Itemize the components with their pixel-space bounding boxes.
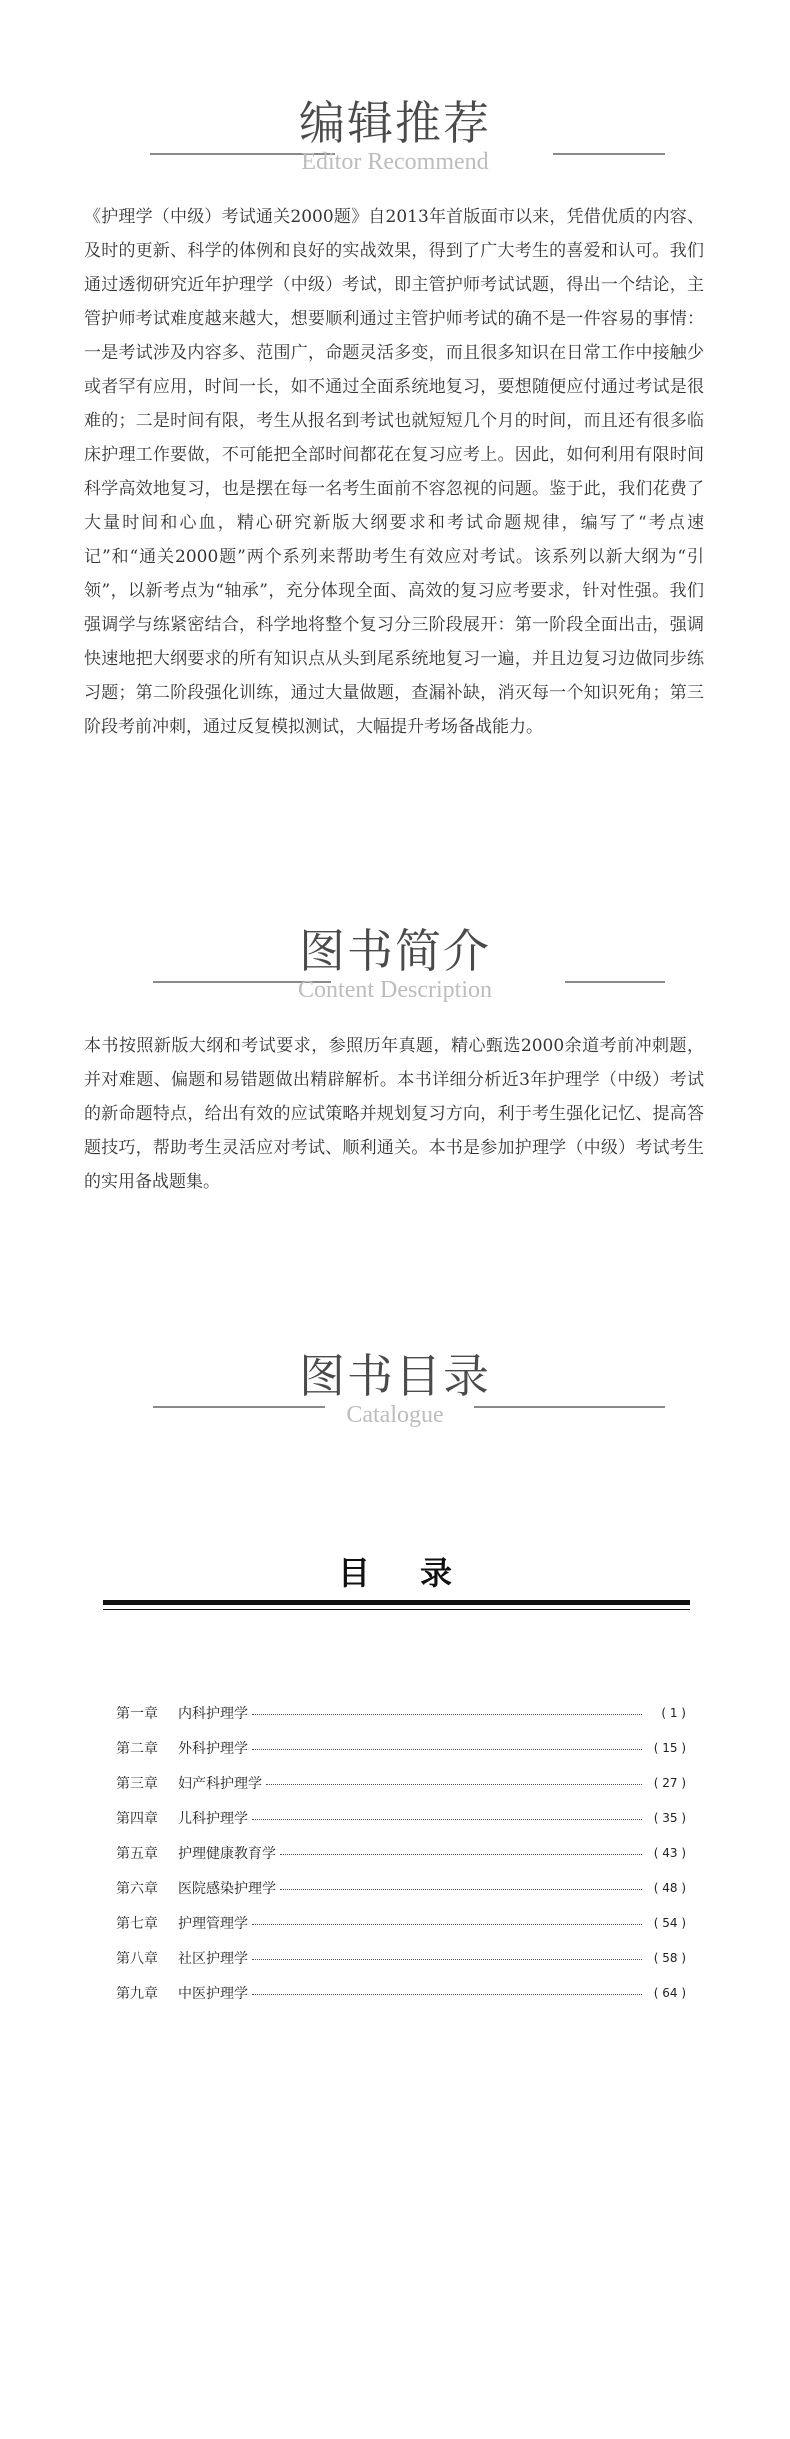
toc-chapter-name: 中医护理学 [178,1985,248,2002]
toc-row [116,1835,686,1870]
editor-recommend-header [0,95,790,185]
toc-row [116,1800,686,1835]
toc-row [116,1940,686,1975]
toc-row [116,1870,686,1905]
toc-chapter-number: 第四章 [116,1810,158,1827]
editor-recommend-paragraph: 《护理学（中级）考试通关2000题》自2013年首版面市以来，凭借优质的内容、及时的更新、科学的体例和良好的实战效果，得到了广大考生的喜爱和认可。我们通过透彻研究近年护理学（中级）考试，即主管护师考试试题，得出一个结论，主管护师考试难度越来越大，想要顺利通过主管护师考试的确不是一件容易的事情：一是考试涉及内容多、范围广，命题灵活多变，而且很多知识在日常工作中接触少或者罕有应用，时间一长，如不通过全面系统地复习，要想随便应付通过考试是很难的；二是时间有限，考生从报名到考试也就短短几个月的时间，而且还有很多临床护理工作要做，不可能把全部时间都花在复习应考上。因此，如何利用有限时间科学高效地复习，也是摆在每一名考生面前不容忽视的问题。鉴于此，我们花费了大量时间和心血，精心研究新版大纲要求和考试命题规律，编写了“考点速记”和“通关2000题”两个系列来帮助考生有效应对考试。该系列以新大纲为“引领”，以新考点为“轴承”，充分体现全面、高效的复习应考要求，针对性强。我们强调学与练紧密结合，科学地将整个复习分三阶段展开：第一阶段全面出击，强调快速地把大纲要求的所有知识点从头到尾系统地复习一遍，并且边复习边做同步练习题；第二阶段强化训练，通过大量做题，查漏补缺，消灭每一个知识死角；第三阶段考前冲刺，通过反复模拟测试，大幅提升考场备战能力。 [84,207,704,737]
header-rule-right [474,1406,665,1408]
toc-page-number: ( 15 ) [653,1740,686,1755]
toc-chapter-name: 护理管理学 [178,1915,248,1932]
toc-page-number: ( 48 ) [653,1880,686,1895]
toc-chapter-number: 第九章 [116,1985,158,2002]
toc-row [116,1905,686,1940]
editor-recommend-subtitle: Editor Recommend [301,149,489,175]
content-description-title: 图书简介 [299,924,491,978]
toc-leader-dots [252,1819,642,1820]
toc-list [116,1695,686,2010]
toc-row [116,1730,686,1765]
toc-leader-dots [266,1784,642,1785]
catalogue-header [0,1348,790,1438]
editor-recommend-text [84,200,704,744]
toc-chapter-number: 第八章 [116,1950,158,1967]
header-rule-right [553,153,665,155]
toc-row [116,1975,686,2010]
toc-page-number: ( 54 ) [653,1915,686,1930]
toc-chapter-name: 护理健康教育学 [178,1845,276,1862]
catalogue-subtitle: Catalogue [346,1402,444,1428]
toc-chapter-name: 社区护理学 [178,1950,248,1967]
toc-chapter-name: 外科护理学 [178,1740,248,1757]
toc-leader-dots [252,1749,642,1750]
content-description-text [84,1029,704,1199]
toc-chapter-name: 儿科护理学 [178,1810,248,1827]
toc-leader-dots [280,1854,642,1855]
toc-page-number: ( 58 ) [653,1950,686,1965]
toc-row [116,1765,686,1800]
toc-row [116,1695,686,1730]
toc-page-number: ( 27 ) [653,1775,686,1790]
content-description-header [0,923,790,1013]
toc-chapter-number: 第七章 [116,1915,158,1932]
toc-page-number: ( 43 ) [653,1845,686,1860]
toc-chapter-number: 第六章 [116,1880,158,1897]
toc-page-number: ( 1 ) [661,1705,686,1720]
toc-chapter-name: 医院感染护理学 [178,1880,276,1897]
toc-leader-dots [280,1889,642,1890]
toc-title: 目录 [337,1554,502,1592]
toc-chapter-number: 第三章 [116,1775,158,1792]
toc-leader-dots [252,1959,642,1960]
content-description-subtitle: Content Description [298,977,492,1003]
toc-chapter-number: 第五章 [116,1845,158,1862]
header-rule-right [565,981,665,983]
toc-chapter-number: 第二章 [116,1740,158,1757]
catalogue-title: 图书目录 [299,1349,491,1403]
toc-rule-thick [103,1600,690,1605]
toc-chapter-number: 第一章 [116,1705,158,1722]
toc-leader-dots [252,1924,642,1925]
toc-chapter-name: 妇产科护理学 [178,1775,262,1792]
toc-page-number: ( 64 ) [653,1985,686,2000]
toc-leader-dots [252,1714,642,1715]
content-description-paragraph: 本书按照新版大纲和考试要求，参照历年真题，精心甄选2000余道考前冲刺题，并对难题、偏题和易错题做出精辟解析。本书详细分析近3年护理学（中级）考试的新命题特点，给出有效的应试策略并规划复习方向，利于考生强化记忆、提高答题技巧，帮助考生灵活应对考试、顺利通关。本书是参加护理学（中级）考试考生的实用备战题集。 [84,1036,704,1192]
toc-rule-thin [103,1609,690,1610]
toc-page-number: ( 35 ) [653,1810,686,1825]
editor-recommend-title: 编辑推荐 [299,96,491,150]
toc-chapter-name: 内科护理学 [178,1705,248,1722]
toc-leader-dots [252,1994,642,1995]
